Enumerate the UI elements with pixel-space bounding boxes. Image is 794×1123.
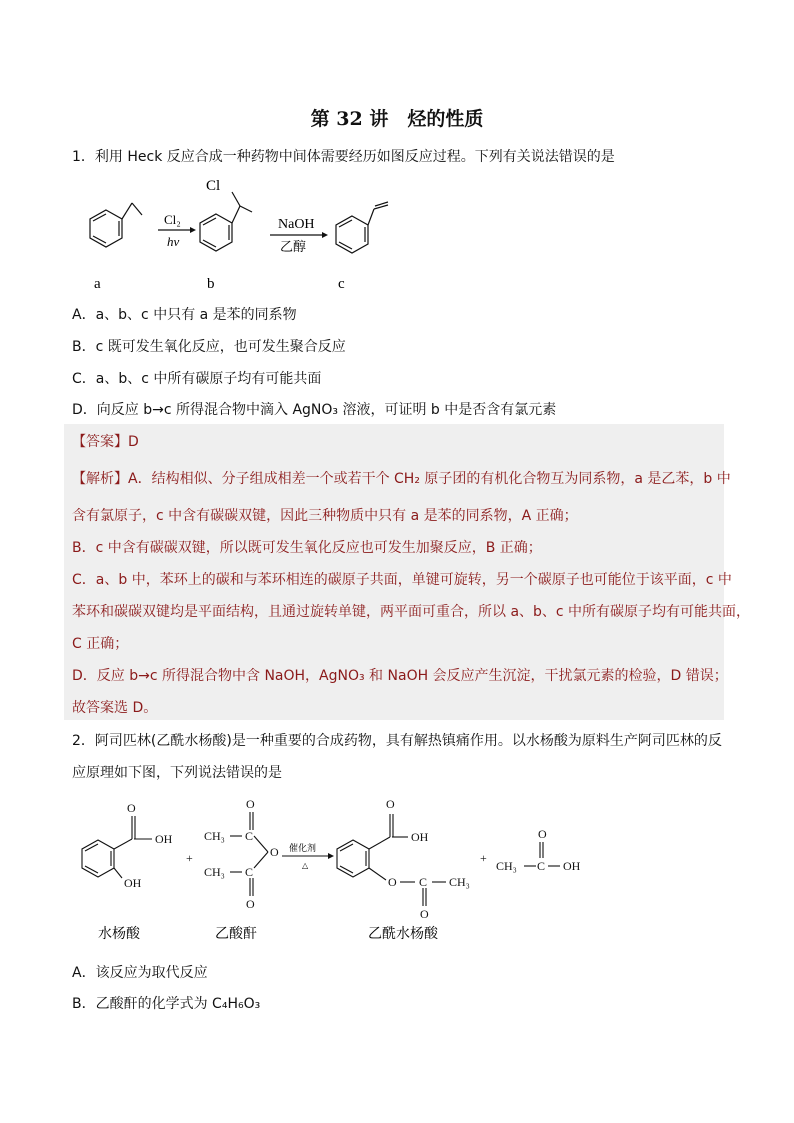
reaction-scheme-1 (72, 168, 412, 296)
page-title: 第 32 讲 烃的性质 (310, 108, 484, 130)
atom-oh: OH (124, 876, 142, 890)
label-a: a (94, 276, 101, 292)
atom-ch3: CH₃ (496, 859, 517, 873)
q2-option-b: B．乙酸酐的化学式为 C₄H₆O₃ (72, 996, 261, 1012)
reaction-scheme-2 (68, 790, 598, 950)
q1-option-b: B．c 既可发生氧化反应，也可发生聚合反应 (72, 339, 346, 355)
answer-line: 【答案】D (72, 434, 139, 450)
label-c: c (338, 276, 345, 292)
reagent-naoh: NaOH (278, 217, 315, 232)
question-2-stem: 2．阿司匹林(乙酰水杨酸)是一种重要的合成药物，具有解热镇痛作用。以水杨酸为原料生产阿司匹林的反 (72, 733, 722, 749)
atom-c: C (419, 875, 428, 889)
atom-ch3: CH₃ (204, 829, 225, 843)
reagent-cl2: Cl₂ (164, 212, 181, 227)
atom-o: O (386, 797, 395, 811)
question-1-stem: 1．利用 Heck 反应合成一种药物中间体需要经历如图反应过程。下列有关说法错误的是 (72, 149, 615, 165)
label-b: b (207, 276, 215, 292)
name-aspirin: 乙酰水杨酸 (368, 927, 438, 942)
heat-label: △ (302, 861, 309, 870)
question-2-stem-cont: 应原理如下图，下列说法错误的是 (72, 765, 282, 781)
atom-o: O (127, 801, 136, 815)
q1-option-a: A．a、b、c 中只有 a 是苯的同系物 (72, 307, 297, 323)
atom-c: C (537, 859, 546, 873)
analysis-line: D．反应 b→c 所得混合物中含 NaOH，AgNO₃ 和 NaOH 会反应产生沉淀，干扰氯元素的检验，D 错误； (72, 668, 728, 684)
aspirin-ring (337, 840, 369, 877)
atom-c: C (245, 865, 254, 879)
catalyst-label: 催化剂 (289, 843, 317, 853)
plus-sign: + (480, 851, 487, 865)
analysis-line: C．a、b 中，苯环上的碳和与苯环相连的碳原子共面，单键可旋转，另一个碳原子也可能位于该平面，c 中 (72, 572, 732, 588)
atom-o: O (246, 897, 255, 911)
q2-option-a: A．该反应为取代反应 (72, 965, 208, 981)
atom-o: O (388, 875, 397, 889)
analysis-line: C 正确； (72, 636, 129, 652)
q1-option-d: D．向反应 b→c 所得混合物中滴入 AgNO₃ 溶液，可证明 b 中是否含有氯元素 (72, 402, 557, 418)
name-acetic-anhydride: 乙酸酐 (215, 927, 257, 942)
molecule-a (90, 203, 142, 247)
salicylic-acid-ring (82, 840, 114, 877)
atom-ch3: CH₃ (449, 875, 470, 889)
analysis-line: 【解析】A．结构相似、分子组成相差一个或若干个 CH₂ 原子团的有机化合物互为同系物，a 是乙苯，b 中 (72, 471, 731, 487)
reagent-ethanol: 乙醇 (280, 239, 307, 254)
atom-o: O (246, 797, 255, 811)
analysis-line: 苯环和碳碳双键均是平面结构，且通过旋转单键，两平面可重合，所以 a、b、c 中所有碳原子均有可能共面， (72, 604, 751, 620)
plus-sign: + (186, 851, 193, 865)
name-salicylic-acid: 水杨酸 (98, 927, 140, 942)
atom-oh: OH (155, 832, 173, 846)
atom-oh: OH (563, 859, 581, 873)
analysis-line: 故答案选 D。 (72, 700, 158, 716)
q1-option-c: C．a、b、c 中所有碳原子均有可能共面 (72, 371, 322, 387)
molecule-b (200, 192, 252, 251)
analysis-line: B．c 中含有碳碳双键，所以既可发生氧化反应也可发生加聚反应，B 正确； (72, 540, 542, 556)
atom-ch3: CH₃ (204, 865, 225, 879)
atom-c: C (245, 829, 254, 843)
atom-o: O (420, 907, 429, 921)
analysis-line: 含有氯原子，c 中含有碳碳双键，因此三种物质中只有 a 是苯的同系物，A 正确； (72, 508, 578, 524)
reagent-hv: hν (167, 234, 180, 249)
atom-oh: OH (411, 830, 429, 844)
chlorine-label: Cl (206, 178, 221, 194)
molecule-c (336, 202, 388, 253)
atom-o: O (538, 827, 547, 841)
atom-o: O (270, 845, 279, 859)
